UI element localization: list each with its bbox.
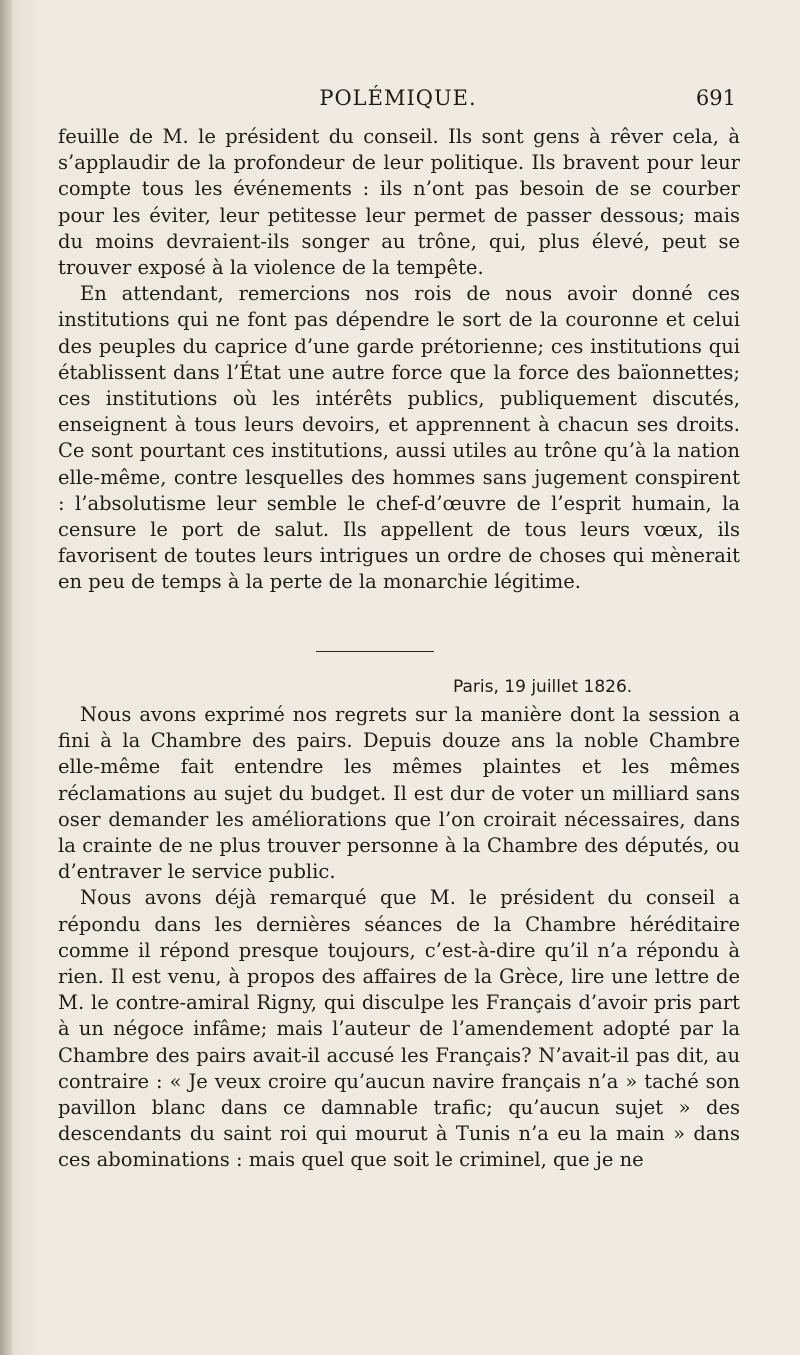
paragraph: Nous avons exprimé nos regrets sur la manière dont la session a fini à la Chambre des pairs. Depuis douze ans la noble Chambre elle-même fait entendre les mêmes plaintes et les mêmes réclamations au sujet du budget. Il est dur de voter un milliard sans oser demander les améliorations que l’on croirait nécessaires, dans la crainte de ne plus trouver personne à la Chambre des députés, ou d’entraver le service public. xyxy=(58,703,740,884)
paragraph: En attendant, remercions nos rois de nous avoir donné ces institutions qui ne font pas dépendre le sort de la couronne et celui des peuples du caprice d’une garde prétorienne; ces institutions qui établissent dans l’État une autre force que la force des baïonnettes; ces institutions où les intérêts publics, publiquement discutés, enseignent à tous leurs devoirs, et apprennent à chacun ses droits. Ce sont pourtant ces institutions, aussi utiles au trône qu’à la nation elle-même, contre lesquelles des hommes sans jugement conspirent : l’absolutisme leur semble le chef-d’œuvre de l’esprit humain, la censure le port de salut. Ils appellent de tous leurs vœux, ils favorisent de toutes leurs intrigues un ordre de choses qui mènerait en peu de temps à la perte de la monarchie légitime. xyxy=(58,282,740,594)
page-header xyxy=(60,86,736,116)
running-title: POLÉMIQUE. xyxy=(319,86,477,110)
page-binding-edge xyxy=(0,0,12,1355)
dateline: Paris, 19 juillet 1826. xyxy=(453,677,633,697)
paragraph: Nous avons déjà remarqué que M. le président du conseil a répondu dans les dernières séances de la Chambre héréditaire comme il répond presque toujours, c’est-à-dire qu’il n’a répondu à rien. Il est venu, à propos des affaires de la Grèce, lire une lettre de M. le contre-amiral Rigny, qui disculpe les Français d’avoir pris part à un négoce infâme; mais l’auteur de l’amendement adopté par la Chambre des pairs avait-il accusé les Français? N’avait-il pas dit, au contraire : « Je veux croire qu’aucun navire français n’a » taché son pavillon blanc dans ce damnable trafic; qu’aucun sujet » des descendants du saint roi qui mourut à Tunis n’a eu la main » dans ces abominations : mais quel que soit le criminel, que je ne xyxy=(58,886,740,1172)
paragraph: feuille de M. le président du conseil. Ils sont gens à rêver cela, à s’applaudir de la profondeur de leur politique. Ils bravent pour leur compte tous les événements : ils n’ont pas besoin de se courber pour les éviter, leur petitesse leur permet de passer dessous; mais du moins devraient-ils songer au trône, qui, plus élevé, peut se trouver exposé à la violence de la tempête. xyxy=(58,125,740,280)
page-number: 691 xyxy=(695,86,736,110)
section-separator-rule xyxy=(316,651,434,652)
section-one-text xyxy=(58,124,740,596)
section-two-text xyxy=(58,702,740,1174)
